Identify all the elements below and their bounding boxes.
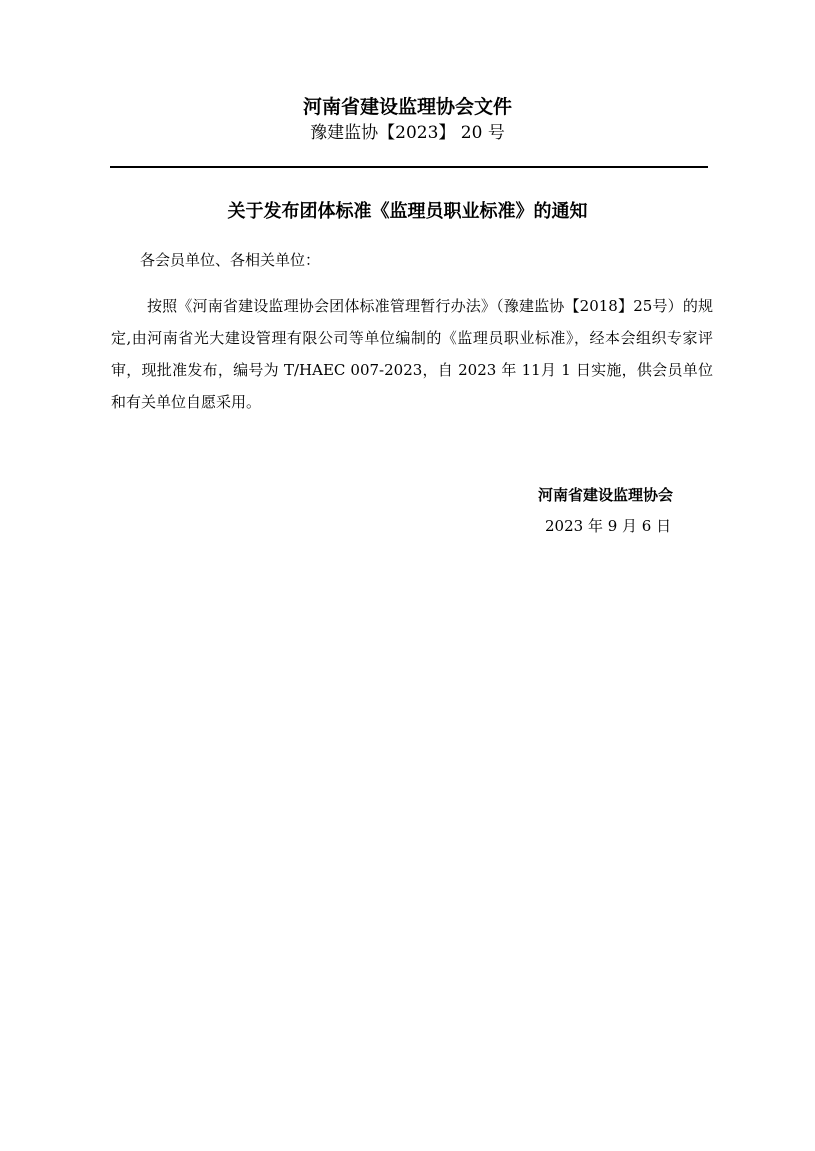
signing-date: 2023 年 9 月 6 日 bbox=[545, 517, 672, 535]
document-header-title: 河南省建设监理协会文件 bbox=[302, 96, 512, 118]
document-number: 豫建监协【2023】 20 号 bbox=[310, 123, 505, 143]
header-divider bbox=[110, 166, 708, 168]
salutation: 各会员单位、各相关单位： bbox=[140, 251, 321, 269]
notice-title: 关于发布团体标准《监理员职业标准》的通知 bbox=[227, 201, 588, 222]
signing-organization: 河南省建设监理协会 bbox=[538, 486, 674, 504]
notice-body: 按照《河南省建设监理协会团体标准管理暂行办法》（豫建监协【2018】25号）的规定,由河南省光大建设管理有限公司等单位编制的《监理员职业标准》，经本会组织专家评审，现批准发布，编号为 T/HAEC 007-2023，自 2023 年 11月 1 日实施，供会员单位和有关单位自愿采用。 bbox=[111, 297, 713, 411]
